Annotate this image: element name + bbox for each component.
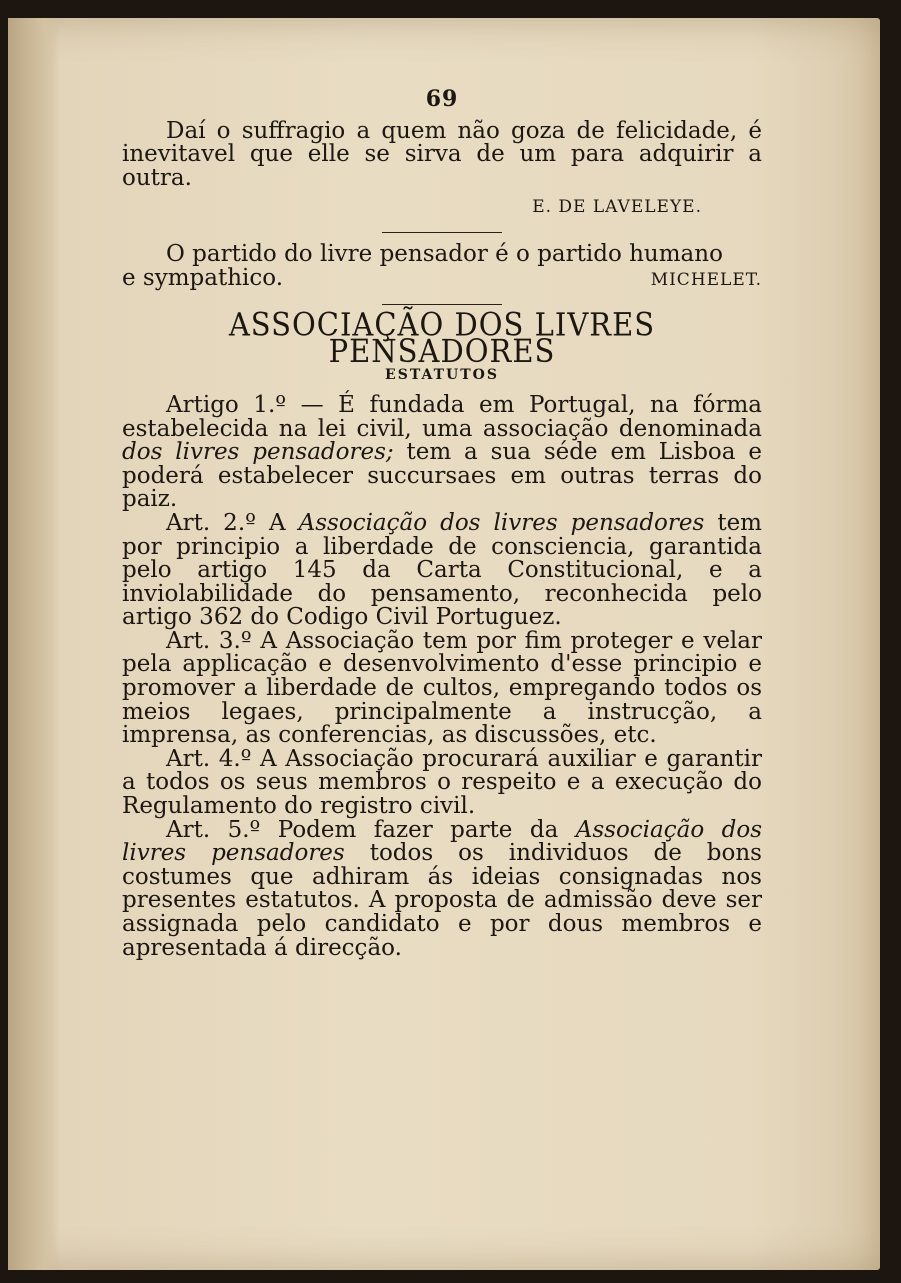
article-5-italic: Associação dos livres pensadores (122, 816, 762, 867)
quote-author-michelet: MICHELET. (650, 269, 762, 290)
quote-author-laveleye: E. DE LAVELEYE. (532, 197, 702, 218)
article-1 (122, 391, 762, 513)
quote-laveleye: Daí o suffragio a quem não goza de felicidade, é inevitavel que elle se sirva de um para adquirir a outra. (122, 117, 762, 191)
page-content (122, 88, 762, 960)
article-1-text-end: tem a sua séde em Lisboa e poderá estabelecer succursaes em outras terras do paiz. (122, 439, 762, 513)
quote-michelet-line1: O partido do livre pensador é o partido humano (166, 240, 723, 267)
article-5-text: Art. 5.º Podem fazer parte da (166, 816, 576, 843)
quote-michelet-line2 (122, 264, 762, 293)
article-5-text-end: todos os individuos de bons costumes que adhiram ás ideias consignadas nos presentes estatutos. A proposta de admissão deve ser assignada pelo candidato e por dous membros e apresentada á direcção. (122, 840, 762, 961)
page-number: 69 (425, 86, 459, 112)
article-5 (122, 816, 762, 961)
divider-rule (382, 304, 502, 305)
article-2-text: Art. 2.º A (166, 509, 299, 536)
article-2 (122, 509, 762, 631)
divider-rule (382, 232, 502, 233)
section-subheading: ESTATUTOS (385, 367, 499, 384)
page-gutter (8, 18, 60, 1270)
article-1-italic: dos livres pensadores; (122, 439, 394, 466)
quote-michelet-text: e sympathico. (122, 264, 284, 291)
article-2-text-end: tem por principio a liberdade de consciencia, garantida pelo artigo 145 da Carta Constitucional, e a inviolabilidade do pensamento, reconhecida pelo artigo 362 do Codigo Civil Portuguez. (122, 509, 762, 631)
article-1-text: Artigo 1.º — É fundada em Portugal, na fórma estabelecida na lei civil, uma associação denominada (122, 391, 762, 442)
article-2-italic: Associação dos livres pensadores (298, 509, 705, 536)
article-3: Art. 3.º A Associação tem por fim proteger e velar pela applicação e desenvolvimento d'esse principio e promover a liberdade de cultos, empregando todos os meios legaes, principalmente a instrucção, a imprensa, as conferencias, as discussões, etc. (122, 627, 762, 749)
section-heading: ASSOCIAÇÃO DOS LIVRES PENSADORES (228, 306, 656, 370)
article-4: Art. 4.º A Associação procurará auxiliar e garantir a todos os seus membros o respeito e a execução do Regulamento do registro civil. (122, 745, 762, 820)
